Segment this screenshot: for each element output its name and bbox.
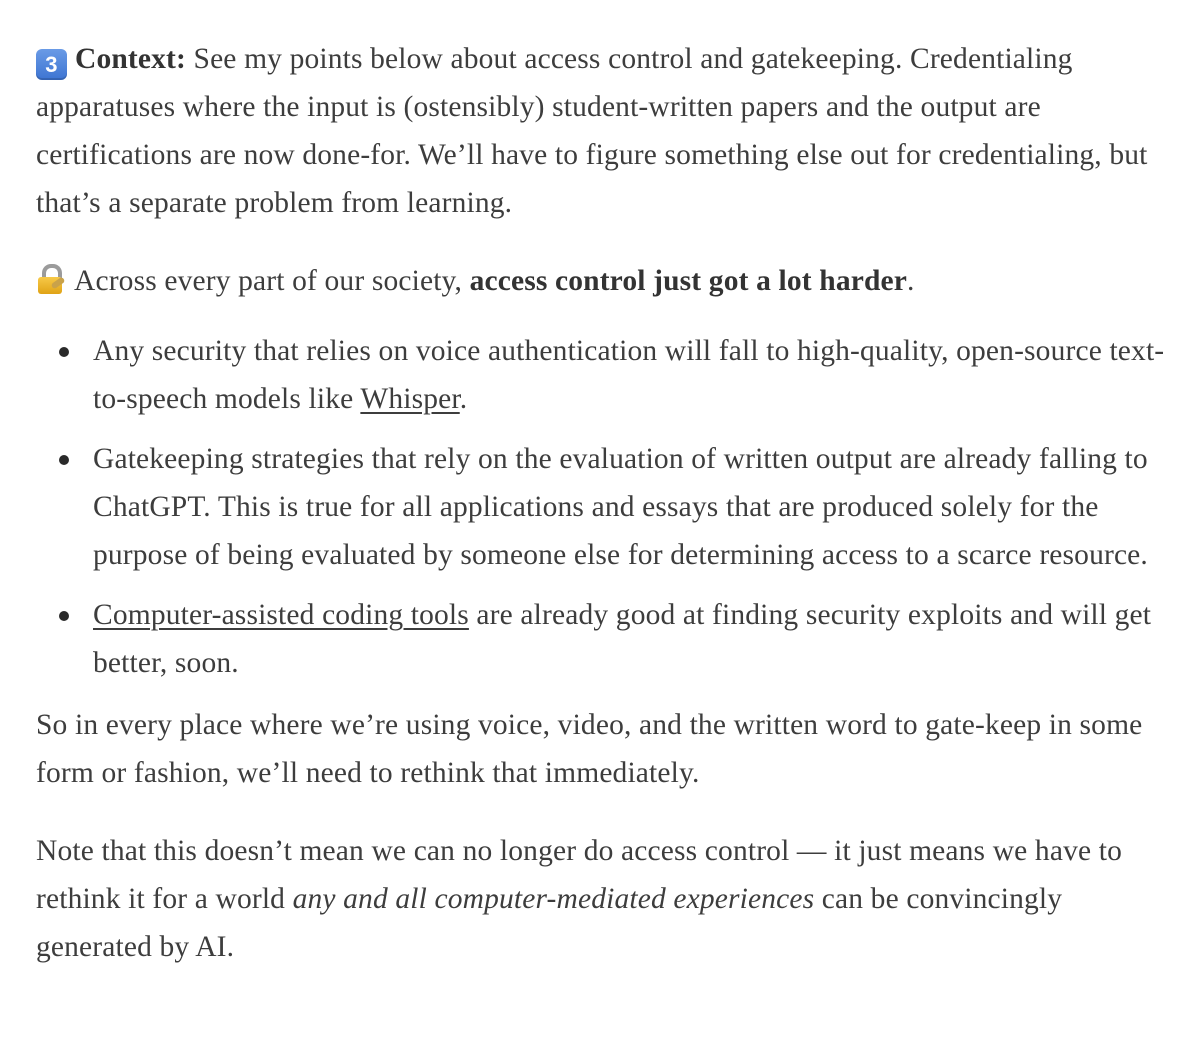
access-text-after: . (907, 265, 915, 297)
bullet-text-after: are already good at finding security exploits and will get better, soon. (93, 599, 1152, 679)
keycap-digit-three-icon: 3 (36, 49, 67, 80)
list-item-voice (36, 327, 1176, 423)
bullet-text: Gatekeeping strategies that rely on the evaluation of written output are already falling to ChatGPT. This is true for all applications and essays that are produced solely for the purpose of being evaluated by someone else for determining access to a scarce resource. (93, 443, 1148, 571)
lock-with-key-icon (36, 263, 66, 295)
whisper-link[interactable]: Whisper (360, 383, 460, 415)
bullet-list (36, 327, 1176, 687)
access-control-paragraph (36, 257, 1176, 305)
coding-tools-link[interactable]: Computer-assisted coding tools (93, 599, 469, 631)
context-text: See my points below about access control and gatekeeping. Credentialing apparatuses where the input is (ostensibly) student-written papers and the output are certifications are now done-for. We’ll have to figure something else out for credentialing, but that’s a separate problem from learning. (36, 43, 1148, 219)
access-bold-text: access control just got a lot harder (469, 265, 908, 297)
note-text-after: can be convincingly generated by AI. (36, 883, 1063, 963)
note-text-before: Note that this doesn’t mean we can no longer do access control — it just means we have to rethink it for a world (36, 835, 1122, 915)
context-label: Context: (75, 43, 186, 75)
list-item-written-output (36, 435, 1176, 579)
bullet-text-after: . (459, 383, 468, 415)
bullet-dot (59, 347, 69, 357)
context-paragraph (36, 35, 1176, 227)
note-paragraph (36, 827, 1176, 971)
bullet-text: Any security that relies on voice authentication will fall to high-quality, open-source text-to-speech models like (93, 335, 1165, 415)
rethink-paragraph (36, 701, 1176, 797)
bullet-dot (59, 611, 69, 621)
list-item-coding-tools (36, 591, 1176, 687)
rethink-text: So in every place where we’re using voice, video, and the written word to gate-keep in some form or fashion, we’ll need to rethink that immediately. (36, 709, 1143, 789)
article-body (36, 35, 1176, 971)
access-text-before: Across every part of our society, (74, 265, 470, 297)
bullet-dot (59, 455, 69, 465)
note-italic-text: any and all computer-mediated experiences (292, 883, 815, 915)
